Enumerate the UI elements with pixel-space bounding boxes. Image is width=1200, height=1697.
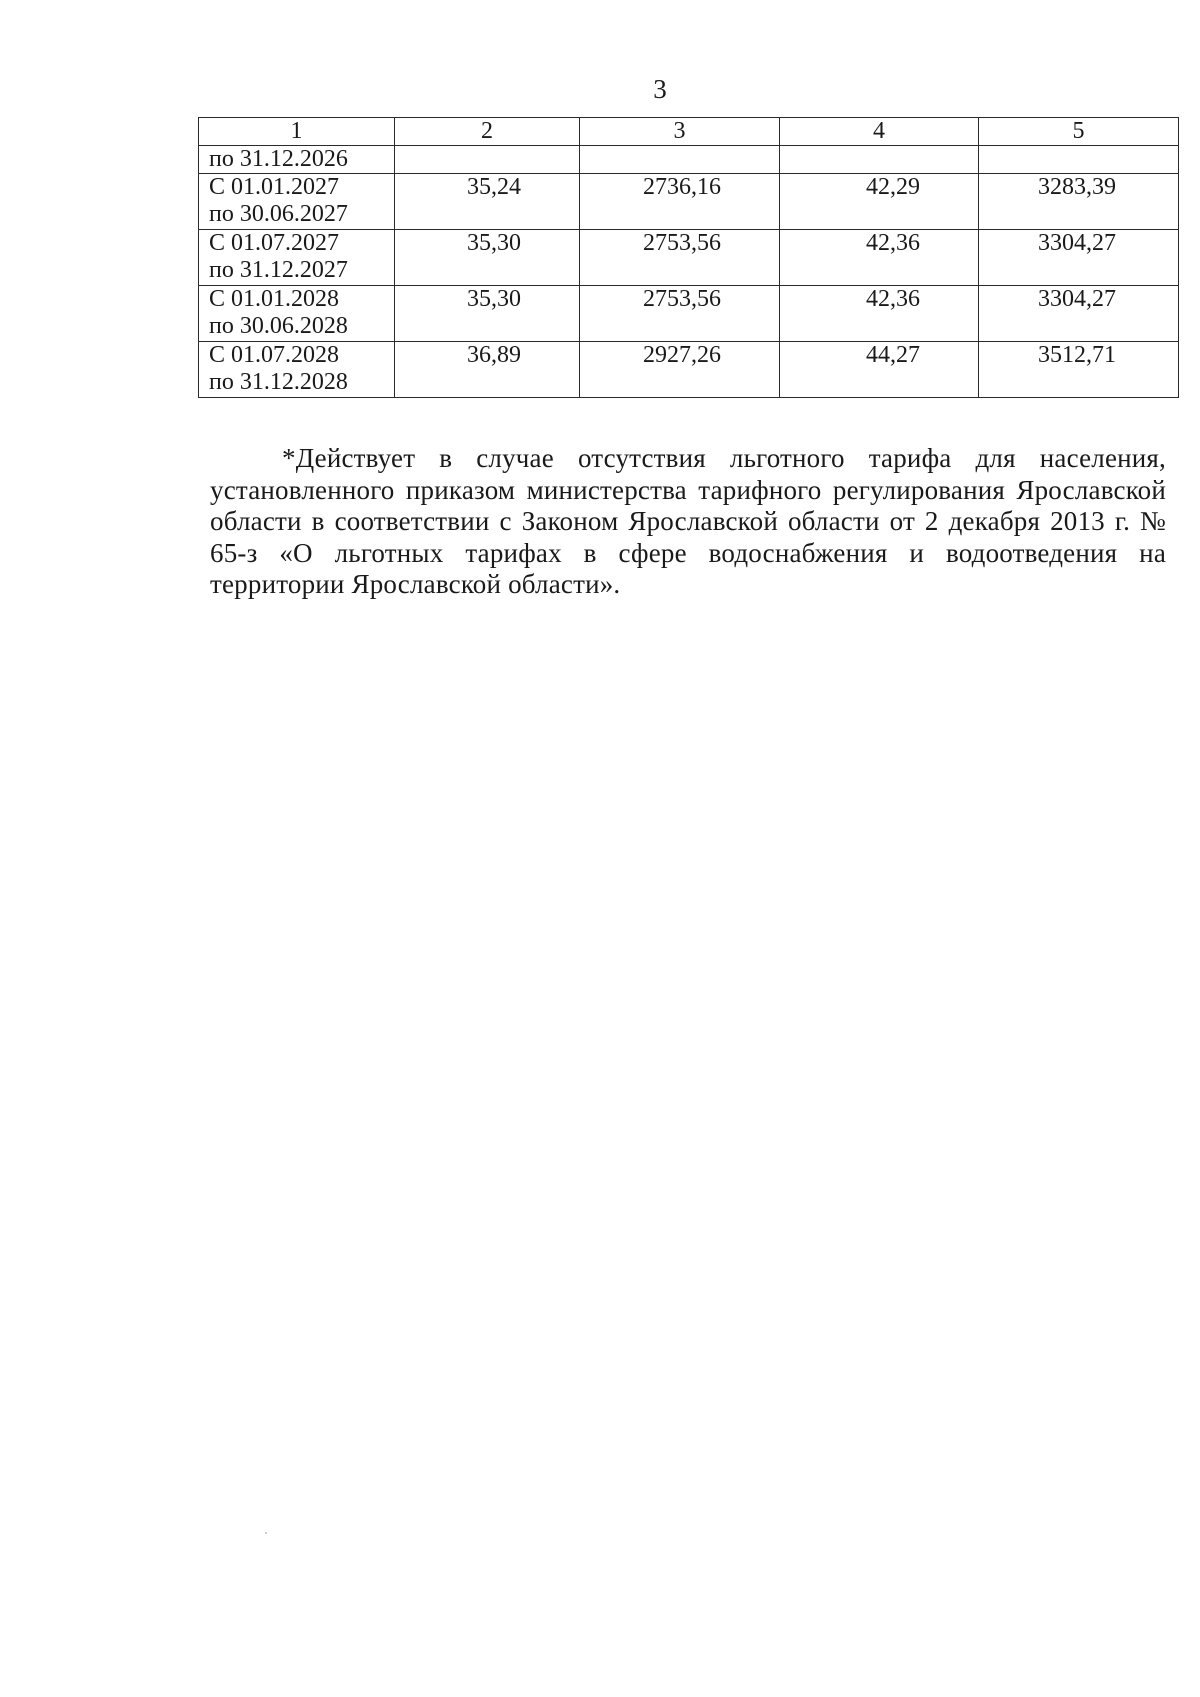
value-cell — [580, 146, 780, 174]
table-row — [199, 230, 1179, 286]
column-header: 2 — [395, 118, 580, 146]
column-header: 1 — [199, 118, 395, 146]
value-cell: 2753,56 — [580, 230, 780, 286]
value-cell: 42,36 — [780, 230, 979, 286]
table-row — [199, 342, 1179, 398]
column-header: 4 — [780, 118, 979, 146]
value-cell — [979, 146, 1179, 174]
value-cell: 36,89 — [395, 342, 580, 398]
value-cell — [395, 146, 580, 174]
value-cell: 3304,27 — [979, 230, 1179, 286]
value-cell: 2927,26 — [580, 342, 780, 398]
period-cell — [199, 146, 395, 174]
value-cell: 3283,39 — [979, 174, 1179, 230]
value-cell: 3512,71 — [979, 342, 1179, 398]
value-cell: 3304,27 — [979, 286, 1179, 342]
value-cell: 2736,16 — [580, 174, 780, 230]
value-cell: 2753,56 — [580, 286, 780, 342]
table-row — [199, 286, 1179, 342]
table-row — [199, 174, 1179, 230]
period-cell — [199, 286, 395, 342]
column-header: 5 — [979, 118, 1179, 146]
value-cell: 35,30 — [395, 230, 580, 286]
table-header-row — [199, 118, 1179, 146]
footnote: *Действует в случае отсутствия льготного тарифа для населения, установленного приказом министерства тарифного регулирования Ярославской области в соответствии с Законом Ярославской области от 2 декабря 2013 г. № 65-з «О льготных тарифах в сфере водоснабжения и водоотведения на территории Ярославской области». — [210, 443, 1166, 599]
period-line: С 01.01.2028 — [209, 286, 340, 312]
period-line: по 30.06.2028 — [209, 313, 348, 339]
value-cell: 44,27 — [780, 342, 979, 398]
period-line: С 01.07.2028 — [209, 342, 340, 368]
period-cell — [199, 230, 395, 286]
period-cell — [199, 174, 395, 230]
period-cell — [199, 342, 395, 398]
period-line: по 31.12.2026 — [209, 146, 348, 172]
period-line: по 31.12.2027 — [209, 257, 348, 283]
page-number: 3 — [653, 74, 667, 104]
column-header: 3 — [580, 118, 780, 146]
period-line: С 01.07.2027 — [209, 230, 340, 256]
value-cell: 35,30 — [395, 286, 580, 342]
value-cell: 42,36 — [780, 286, 979, 342]
value-cell: 42,29 — [780, 174, 979, 230]
period-line: С 01.01.2027 — [209, 174, 340, 200]
value-cell — [780, 146, 979, 174]
scan-speck — [265, 1532, 267, 1534]
table-row — [199, 146, 1179, 174]
value-cell: 35,24 — [395, 174, 580, 230]
period-line: по 30.06.2027 — [209, 201, 348, 227]
period-line: по 31.12.2028 — [209, 369, 348, 395]
tariff-table — [198, 117, 1179, 398]
